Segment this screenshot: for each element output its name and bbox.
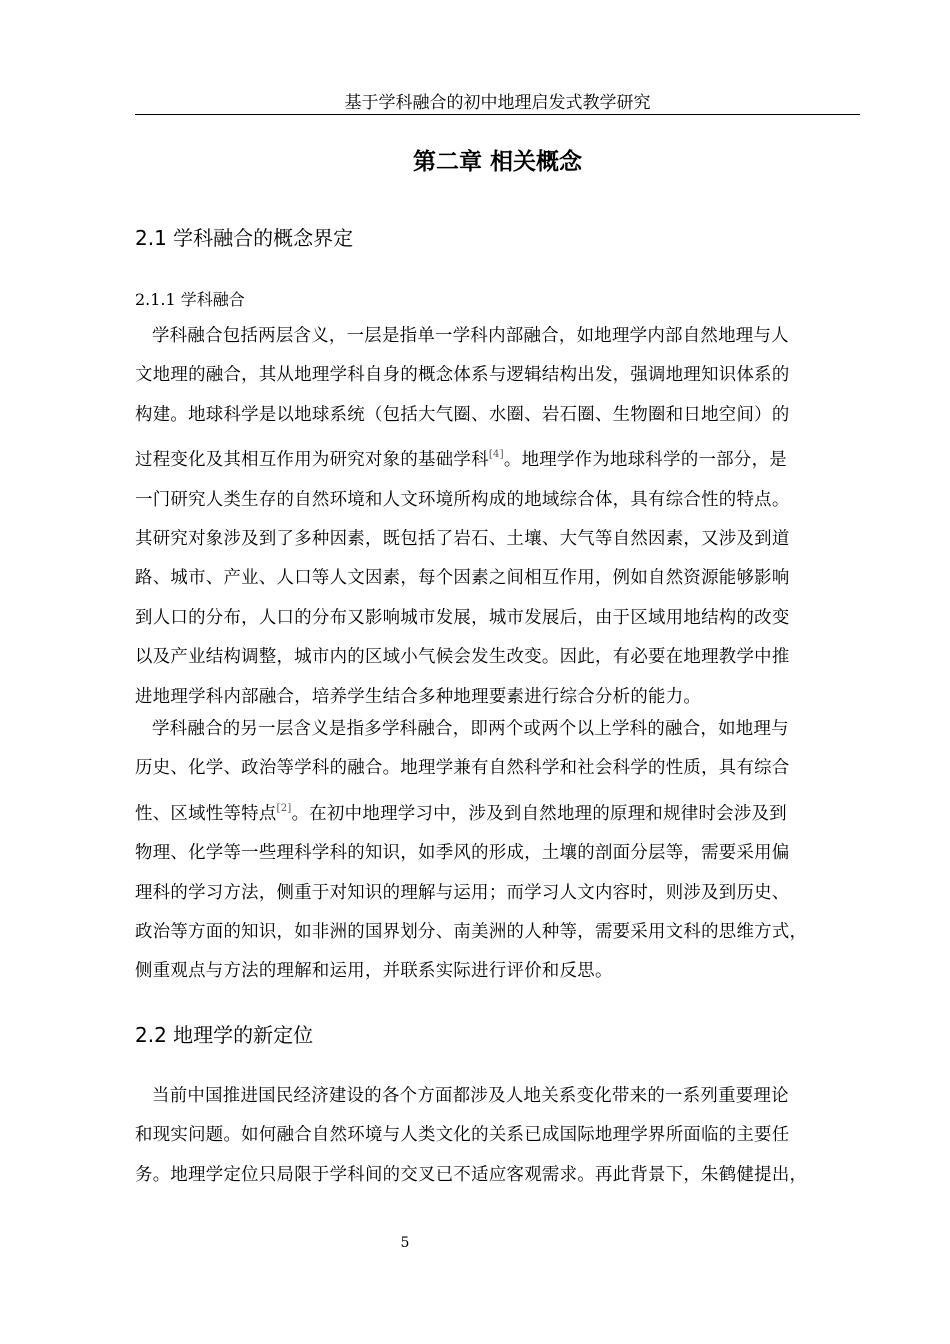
section-2-1-title: 2.1 学科融合的概念界定	[135, 226, 354, 250]
page-number: 5	[400, 1235, 410, 1251]
line-text: 。在初中地理学习中，涉及到自然地理的原理和规律时会涉及到	[291, 803, 787, 824]
citation-ref[interactable]: [2]	[276, 802, 292, 814]
paragraph-2-1-1	[135, 317, 865, 717]
header-rule	[135, 114, 860, 115]
paragraph-2-1-2	[135, 710, 865, 992]
paragraph-line: 学科融合包括两层含义，一层是指单一学科内部融合，如地理学内部自然地理与人	[152, 326, 789, 346]
paragraph-line: 构建。地球科学是以地球系统（包括大气圈、水圈、岩石圈、生物圈和日地空间）的	[135, 404, 790, 425]
section-2-2-title: 2.2 地理学的新定位	[135, 1023, 314, 1047]
paragraph-line: 路、城市、产业、人口等人文因素，每个因素之间相互作用，例如自然资源能够影响	[135, 568, 790, 589]
paragraph-line: 政治等方面的知识，如非洲的国界划分、南美洲的人种等，需要采用文科的思维方式，	[135, 922, 808, 943]
chapter-title: 第二章 相关概念	[412, 149, 582, 175]
paragraph-line: 侧重观点与方法的理解和运用，并联系实际进行评价和反思。	[135, 961, 613, 982]
paragraph-line: 其研究对象涉及到了多种因素，既包括了岩石、土壤、大气等自然因素，又涉及到道	[135, 529, 790, 550]
running-header: 基于学科融合的初中地理启发式教学研究	[344, 93, 651, 113]
paragraph-line: 学科融合的另一层含义是指多学科融合，即两个或两个以上学科的融合，如地理与	[152, 719, 789, 739]
paragraph-line: 当前中国推进国民经济建设的各个方面都涉及人地关系变化带来的一系列重要理论	[152, 1086, 789, 1106]
paragraph-line: 文地理的融合，其从地理学科自身的概念体系与逻辑结构出发，强调地理知识体系的	[135, 365, 790, 386]
paragraph-line: 务。地理学定位只局限于学科间的交叉已不适应客观需求。再此背景下，朱鹤健提出，	[135, 1164, 808, 1185]
paragraph-line: 以及产业结构调整，城市内的区域小气候会发生改变。因此，有必要在地理教学中推	[135, 647, 790, 668]
paragraph-line-with-citation	[135, 789, 865, 834]
line-text: 过程变化及其相互作用为研究对象的基础学科	[135, 450, 489, 471]
paragraph-line: 历史、化学、政治等学科的融合。地理学兼有自然科学和社会科学的性质，具有综合	[135, 758, 790, 779]
line-text: 。地理学作为地球科学的一部分，是	[503, 450, 787, 471]
paragraph-line: 物理、化学等一些理科学科的知识，如季风的形成，土壤的剖面分层等，需要采用偏	[135, 843, 790, 864]
paragraph-line-with-citation	[135, 435, 865, 480]
citation-ref[interactable]: [4]	[488, 449, 504, 461]
subsection-2-1-1-title: 2.1.1 学科融合	[135, 290, 245, 309]
paragraph-line: 理科的学习方法，侧重于对知识的理解与运用；而学习人文内容时，则涉及到历史、	[135, 882, 790, 903]
paragraph-line: 一门研究人类生存的自然环境和人文环境所构成的地域综合体，具有综合性的特点。	[135, 489, 790, 510]
paragraph-2-2-1	[135, 1077, 865, 1195]
line-text: 性、区域性等特点	[135, 803, 277, 824]
paragraph-line: 进地理学科内部融合，培养学生结合多种地理要素进行综合分析的能力。	[135, 686, 702, 707]
paragraph-line: 到人口的分布，人口的分布又影响城市发展，城市发展后，由于区域用地结构的改变	[135, 607, 790, 628]
paragraph-line: 和现实问题。如何融合自然环境与人类文化的关系已成国际地理学界所面临的主要任	[135, 1125, 790, 1146]
